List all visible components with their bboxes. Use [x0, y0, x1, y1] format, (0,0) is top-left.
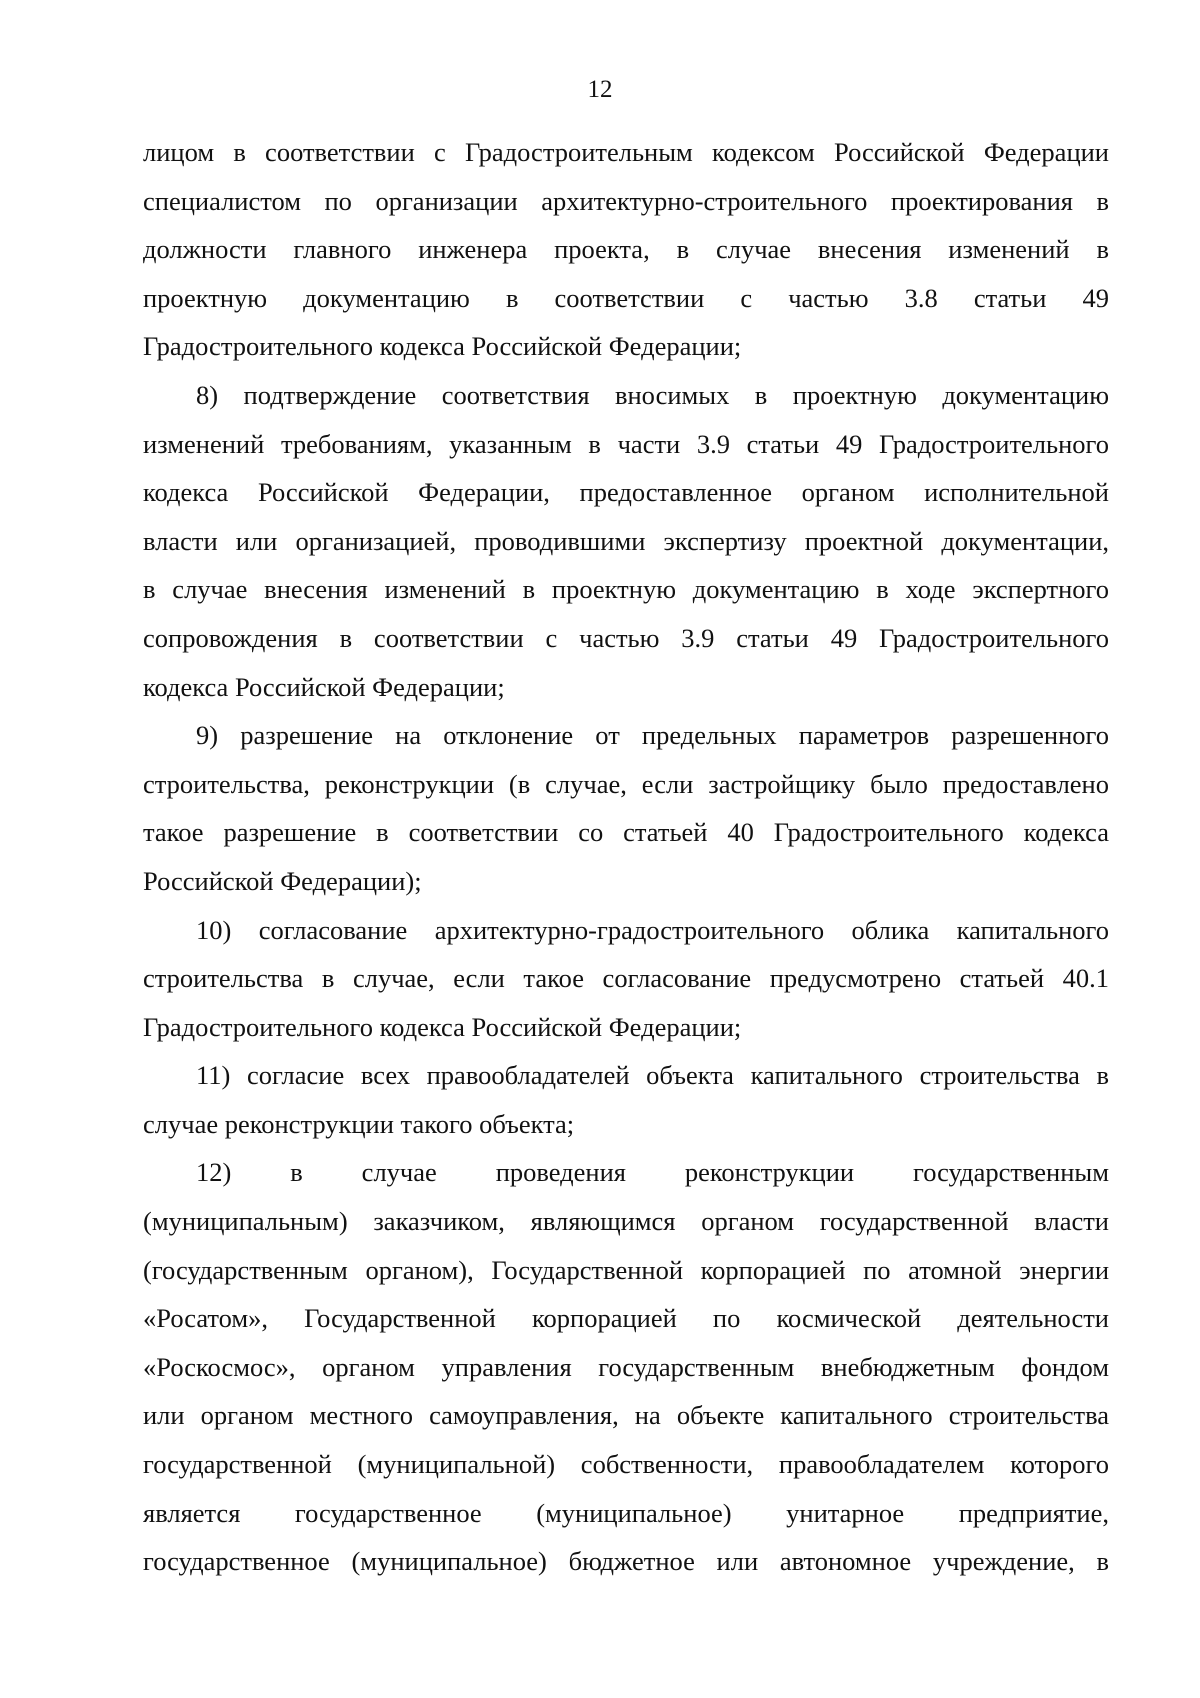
text-line: строительства в случае, если такое согласование предусмотрено статьей 40.1 [143, 963, 1109, 994]
text-line: Российской Федерации); [143, 865, 422, 896]
text-line: строительства, реконструкции (в случае, если застройщику было предоставлено [143, 768, 1109, 799]
page-number: 12 [587, 76, 613, 103]
paragraph-continuation [143, 128, 1109, 371]
text-line: «Роскосмос», органом управления государственным внебюджетным фондом [143, 1351, 1109, 1382]
text-line: (государственным органом), Государственной корпорацией по атомной энергии [143, 1254, 1109, 1285]
text-line: 9) разрешение на отклонение от предельных параметров разрешенного [196, 720, 1109, 751]
text-line: 10) согласование архитектурно-градостроительного облика капитального [196, 914, 1109, 945]
text-line: (муниципальным) заказчиком, являющимся органом государственной власти [143, 1206, 1109, 1237]
paragraph-item-10 [143, 906, 1109, 1052]
paragraph-item-9 [143, 711, 1109, 905]
text-line: 8) подтверждение соответствия вносимых в проектную документацию [196, 379, 1109, 410]
text-line: в случае внесения изменений в проектную документацию в ходе экспертного [143, 574, 1109, 605]
text-line: 12) в случае проведения реконструкции государственным [196, 1157, 1109, 1188]
text-line: кодекса Российской Федерации; [143, 671, 505, 702]
text-line: проектную документацию в соответствии с частью 3.8 статьи 49 [143, 282, 1109, 313]
text-line: Градостроительного кодекса Российской Федерации; [143, 331, 742, 362]
text-line: государственное (муниципальное) бюджетное или автономное учреждение, в [143, 1546, 1109, 1577]
text-line: является государственное (муниципальное) унитарное предприятие, [143, 1497, 1109, 1528]
text-line: власти или организацией, проводившими экспертизу проектной документации, [143, 525, 1109, 556]
text-line: специалистом по организации архитектурно-строительного проектирования в [143, 185, 1109, 216]
text-line: 11) согласие всех правообладателей объекта капитального строительства в [196, 1060, 1109, 1091]
text-line: лицом в соответствии с Градостроительным кодексом Российской Федерации [143, 137, 1109, 167]
text-line: изменений требованиям, указанным в части 3.9 статьи 49 Градостроительного [143, 428, 1109, 459]
text-line: такое разрешение в соответствии со статьей 40 Градостроительного кодекса [143, 817, 1109, 848]
text-line: или органом местного самоуправления, на объекте капитального строительства [143, 1400, 1109, 1431]
text-line: должности главного инженера проекта, в случае внесения изменений в [143, 234, 1109, 265]
text-line: государственной (муниципальной) собственности, правообладателем которого [143, 1449, 1109, 1480]
paragraph-item-12 [143, 1148, 1109, 1585]
text-line: случае реконструкции такого объекта; [143, 1108, 575, 1139]
paragraph-item-11 [143, 1051, 1109, 1148]
document-body [143, 128, 1109, 1586]
text-line: Градостроительного кодекса Российской Федерации; [143, 1011, 742, 1042]
text-line: сопровождения в соответствии с частью 3.9 статьи 49 Градостроительного [143, 622, 1109, 653]
text-line: кодекса Российской Федерации, предоставленное органом исполнительной [143, 477, 1109, 508]
paragraph-item-8 [143, 371, 1109, 711]
text-line: «Росатом», Государственной корпорацией по космической деятельности [143, 1303, 1109, 1334]
